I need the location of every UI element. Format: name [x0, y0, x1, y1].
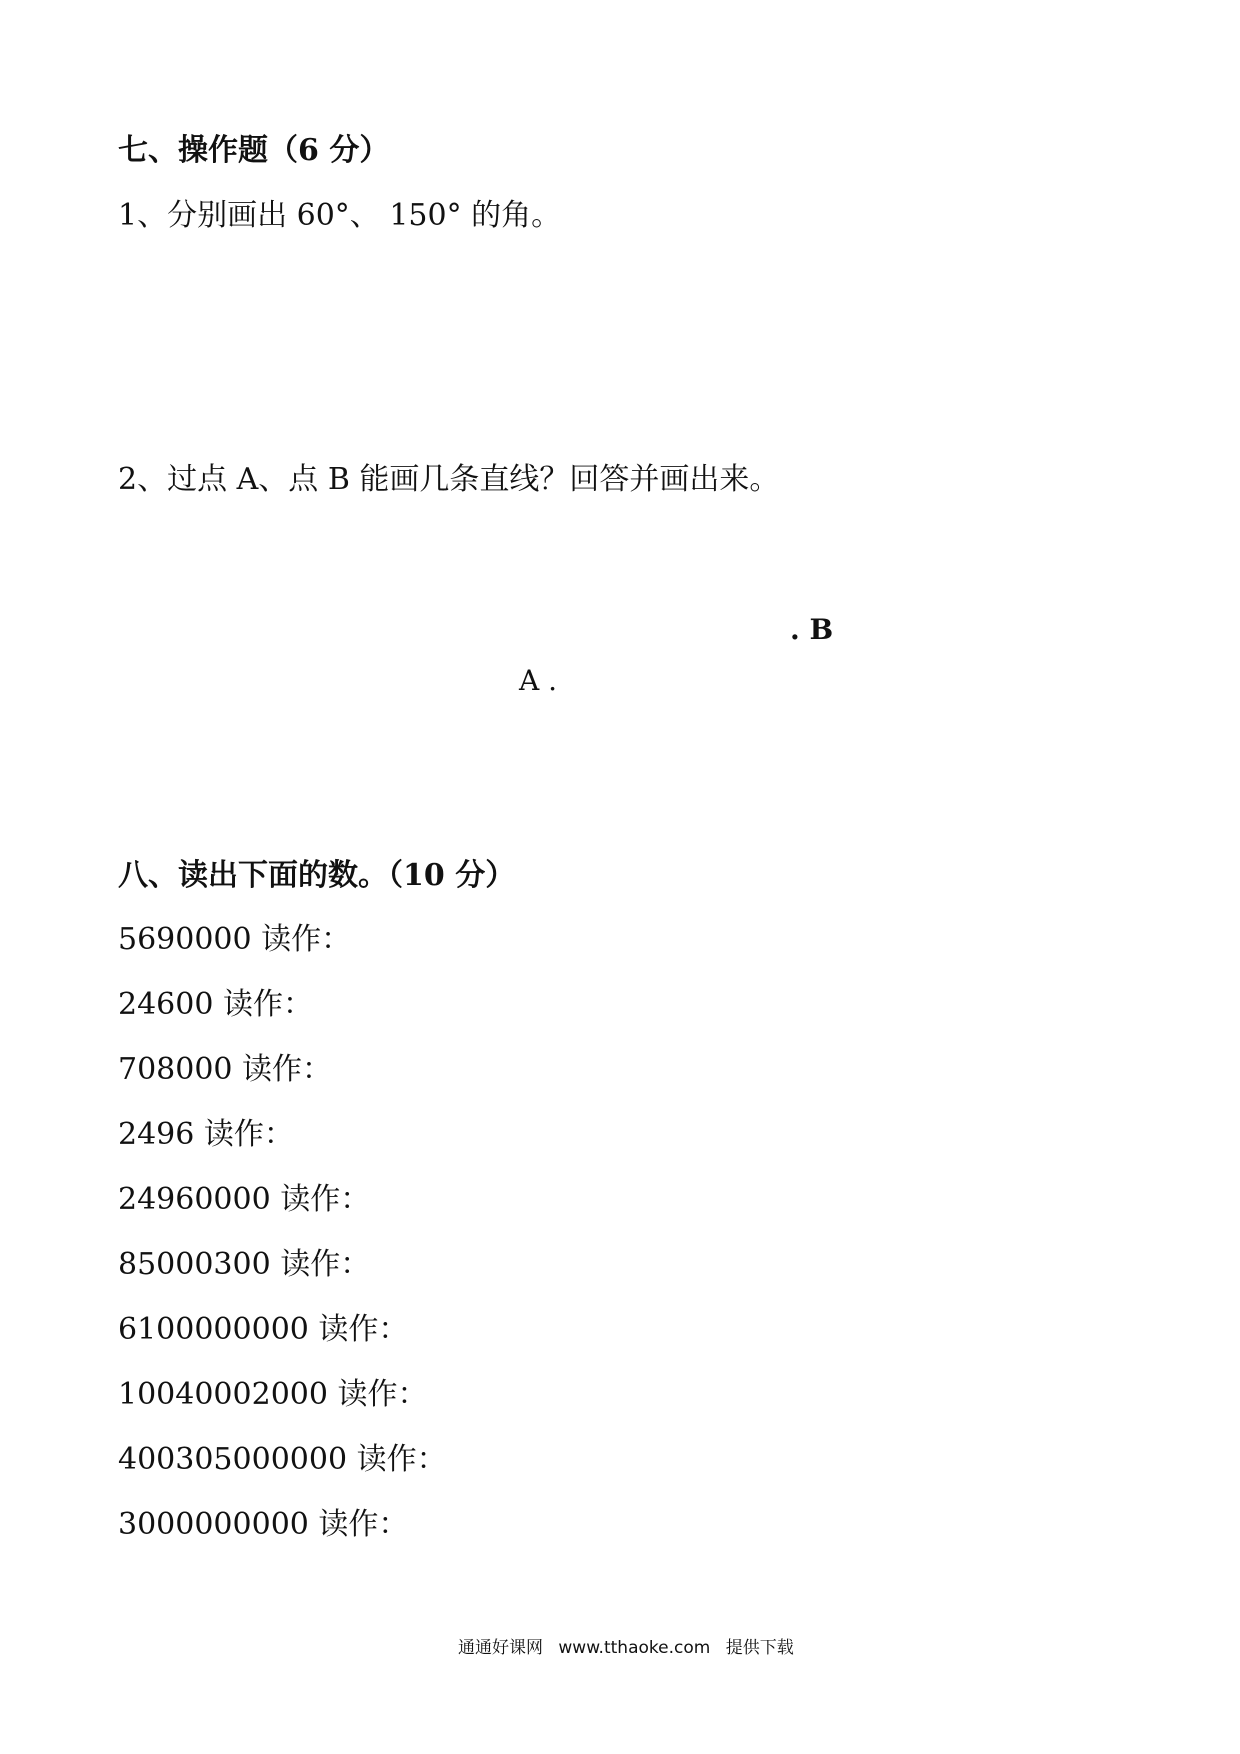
number-item: 85000300 读作：	[118, 1247, 371, 1282]
number-item: 10040002000 读作：	[118, 1377, 428, 1412]
number-item: 400305000000 读作：	[118, 1442, 447, 1477]
footer	[458, 1637, 794, 1659]
question-2: 2、过点 A、点 B 能画几条直线？回答并画出来。	[118, 462, 780, 497]
number-item: 708000 读作：	[118, 1052, 333, 1087]
number-item: 6100000000 读作：	[118, 1312, 409, 1347]
footer-site-name: 通通好课网	[458, 1638, 543, 1658]
number-item: 3000000000 读作：	[118, 1507, 409, 1542]
number-item: 2496 读作：	[118, 1117, 294, 1152]
footer-url[interactable]: www.tthaoke.com	[558, 1638, 711, 1658]
section-8-title: 八、读出下面的数。（10 分）	[118, 858, 516, 893]
number-item: 24960000 读作：	[118, 1182, 371, 1217]
point-a-label: A .	[519, 664, 558, 697]
section-7-title: 七、操作题（6 分）	[118, 133, 390, 168]
footer-suffix: 提供下载	[725, 1638, 794, 1658]
number-item: 24600 读作：	[118, 987, 313, 1022]
question-1: 1、分别画出 60°、 150° 的角。	[118, 198, 562, 233]
number-item: 5690000 读作：	[118, 922, 352, 957]
point-b-label: . B	[790, 613, 834, 646]
